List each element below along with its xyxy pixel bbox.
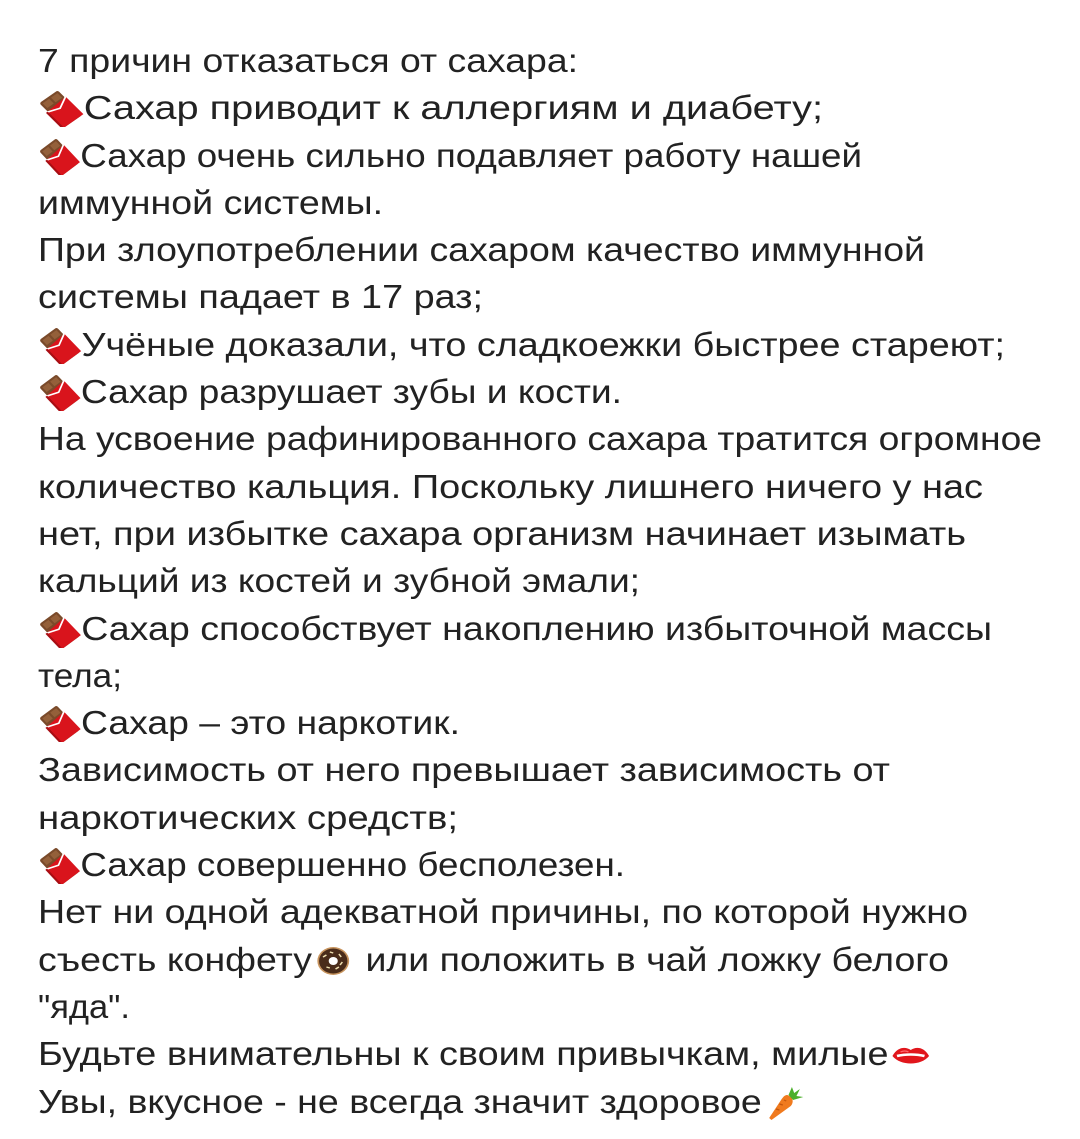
text-line-content [38, 936, 949, 983]
text-line [38, 1030, 1058, 1077]
doughnut-icon [312, 943, 355, 979]
text-line [38, 84, 1058, 131]
text-line-content [38, 652, 122, 699]
text-line-content [38, 794, 458, 841]
text-line [38, 936, 1058, 983]
text-line-content [38, 510, 966, 557]
text-line-content [38, 415, 1042, 462]
text-line-content [38, 226, 925, 273]
text-line [38, 699, 1058, 746]
text-fragment: Сахар – это наркотик. [80, 704, 460, 742]
text-line [38, 1078, 1058, 1125]
chocolate-bar-icon [38, 91, 84, 127]
text-line [38, 983, 1058, 1030]
text-fragment: наркотических средств; [38, 798, 458, 836]
chocolate-bar-icon [38, 375, 81, 411]
text-line [38, 37, 1058, 84]
text-line [38, 746, 1058, 793]
chocolate-bar-icon [38, 848, 80, 884]
text-line [38, 652, 1058, 699]
text-line [38, 510, 1058, 557]
text-fragment: При злоупотреблении сахаром качество иммунной [38, 231, 925, 269]
text-line [38, 226, 1058, 273]
text-fragment: Зависимость от него превышает зависимость от [38, 751, 890, 789]
text-fragment: нет, при избытке сахара организм начинает изымать [38, 514, 966, 552]
text-line-content [38, 179, 383, 226]
chocolate-bar-icon [38, 612, 81, 648]
text-line [38, 415, 1058, 462]
text-fragment: кальций из костей и зубной эмали; [38, 562, 640, 600]
text-line [38, 605, 1058, 652]
text-line [38, 273, 1058, 320]
text-fragment: Учёные доказали, что сладкоежки быстрее стареют; [81, 325, 1006, 363]
text-fragment: количество кальция. Поскольку лишнего ничего у нас [38, 467, 984, 505]
text-fragment: иммунной системы. [38, 183, 383, 221]
text-line-content [38, 746, 890, 793]
text-line [38, 463, 1058, 510]
text-fragment: На усвоение рафинированного сахара тратится огромное [38, 420, 1042, 458]
text-line-content [38, 1078, 805, 1125]
text-line-content [38, 273, 483, 320]
text-fragment: Сахар очень сильно подавляет работу нашей [80, 136, 862, 174]
text-fragment: Сахар способствует накоплению избыточной массы [81, 609, 992, 647]
text-fragment: Нет ни одной адекватной причины, по которой нужно [38, 893, 968, 931]
text-line-content [38, 888, 968, 935]
text-fragment: "яда". [38, 987, 130, 1025]
text-line-content [38, 605, 992, 652]
text-line-content [38, 368, 622, 415]
text-line-content [38, 699, 460, 746]
chocolate-bar-icon [38, 139, 80, 175]
text-fragment: тела; [38, 656, 122, 694]
text-line-content [38, 841, 625, 888]
text-line [38, 132, 1058, 179]
text-line-content [38, 132, 862, 179]
carrot-icon [762, 1085, 805, 1121]
text-line [38, 179, 1058, 226]
text-fragment: Сахар совершенно бесполезен. [80, 846, 625, 884]
text-fragment: Сахар приводит к аллергиям и диабету; [83, 89, 823, 127]
text-fragment: или положить в чай ложку белого [355, 940, 949, 978]
text-line-content [38, 1030, 932, 1077]
text-fragment: 7 причин отказаться от сахара: [38, 42, 578, 79]
text-fragment: Сахар разрушает зубы и кости. [80, 373, 622, 411]
text-line-content [38, 463, 983, 510]
kiss-mark-icon [888, 1037, 932, 1073]
text-line [38, 794, 1058, 841]
text-fragment: съесть конфету [38, 940, 312, 978]
post-text [38, 37, 1058, 1125]
text-line-content [38, 321, 1005, 368]
text-fragment: Увы, вкусное - не всегда значит здоровое [38, 1082, 762, 1120]
text-line-content [38, 983, 130, 1030]
text-fragment: системы падает в 17 раз; [38, 278, 483, 316]
text-line-content [38, 84, 823, 131]
text-line [38, 841, 1058, 888]
text-fragment: Будьте внимательны к своим привычкам, милые [38, 1035, 889, 1073]
text-line [38, 321, 1058, 368]
text-line-content [38, 557, 640, 604]
text-line-content [38, 37, 578, 84]
text-line [38, 368, 1058, 415]
chocolate-bar-icon [38, 706, 81, 742]
text-line [38, 557, 1058, 604]
chocolate-bar-icon [38, 328, 81, 364]
text-line [38, 888, 1058, 935]
